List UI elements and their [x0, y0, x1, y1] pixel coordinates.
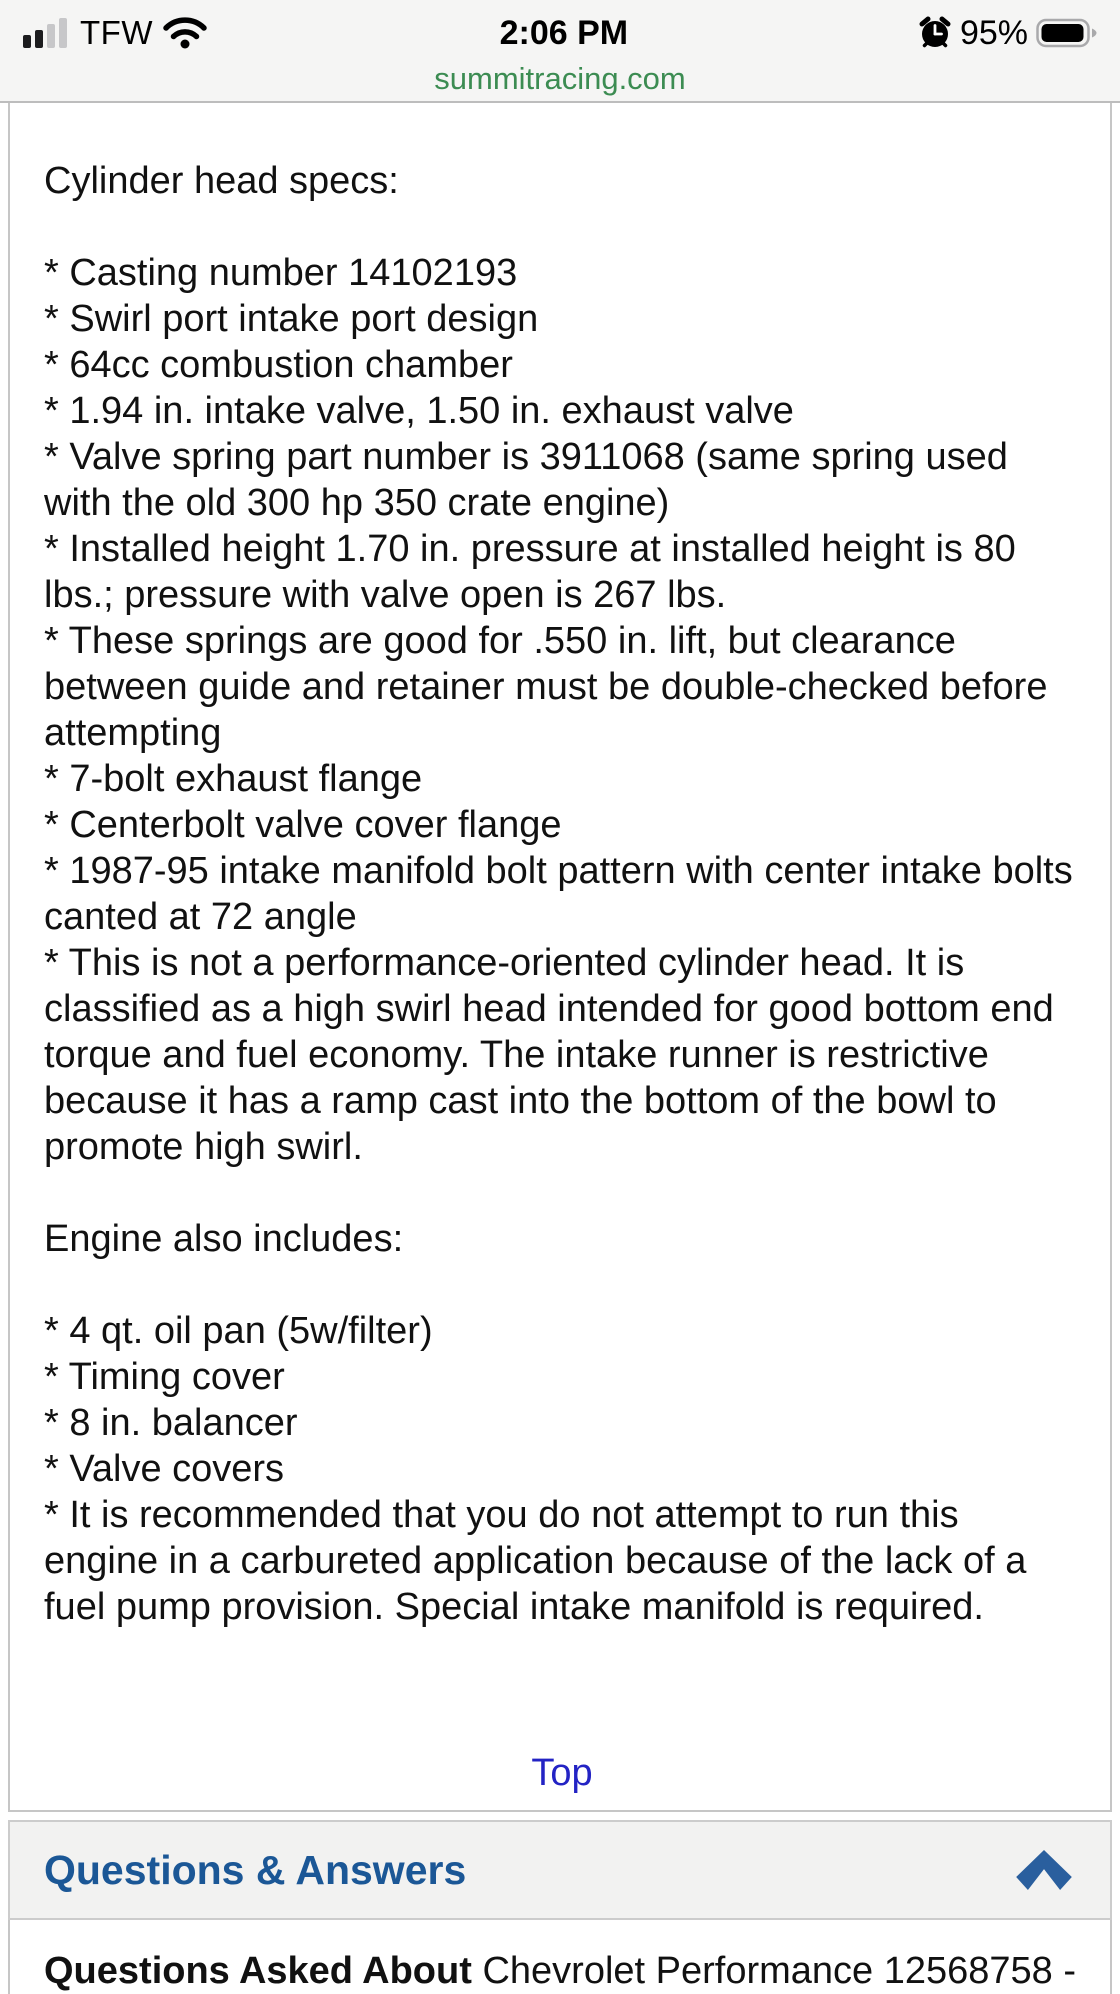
spec-list-item: * These springs are good for .550 in. lift, but clearance between guide and retainer must be double-checked before attempting: [44, 620, 1048, 754]
specs-heading: Cylinder head specs:: [44, 160, 399, 202]
spec-list-item: * Timing cover: [44, 1356, 285, 1398]
cell-signal-icon: [22, 17, 70, 49]
specs-list: [44, 250, 1080, 1170]
spec-list-item: * 64cc combustion chamber: [44, 344, 513, 386]
product-description-panel: [8, 103, 1112, 1812]
spec-list-item: * Valve covers: [44, 1448, 285, 1490]
spec-list-item: * This is not a performance-oriented cylinder head. It is classified as a high swirl head intended for good bottom end torque and fuel economy. The intake runner is restrictive because it has a ramp cast into the bottom of the bowl to promote high swirl.: [44, 942, 1054, 1168]
back-to-top-row: [44, 1750, 1080, 1796]
battery-icon: [1036, 18, 1098, 48]
battery-percent-label: 95%: [959, 13, 1028, 52]
spec-list-item: * Installed height 1.70 in. pressure at installed height is 80 lbs.; pressure with valve open is 267 lbs.: [44, 528, 1016, 616]
spec-list-item: * 4 qt. oil pan (5w/filter): [44, 1310, 433, 1352]
alarm-clock-icon: [918, 16, 952, 50]
browser-top-bar: [0, 0, 1120, 103]
questions-asked-product: Chevrolet Performance 12568758 -: [482, 1950, 1077, 1992]
chevron-up-icon[interactable]: [1016, 1850, 1072, 1890]
includes-list: [44, 1308, 1080, 1630]
spec-list-item: * Swirl port intake port design: [44, 298, 539, 340]
questions-asked-line: [44, 1948, 1080, 1994]
questions-answers-title: Questions & Answers: [44, 1846, 467, 1893]
spec-list-item: * 7-bolt exhaust flange: [44, 758, 423, 800]
spec-list-item: * 8 in. balancer: [44, 1402, 298, 1444]
carrier-label: TFW: [80, 14, 153, 51]
questions-answers-body: [8, 1920, 1112, 1994]
spec-list-item: * Centerbolt valve cover flange: [44, 804, 562, 846]
spec-list-item: * It is recommended that you do not attempt to run this engine in a carbureted application because of the lack of a fuel pump provision. Special intake manifold is required.: [44, 1494, 1027, 1628]
status-clock: 2:06 PM: [499, 13, 629, 52]
address-bar-url[interactable]: summitracing.com: [434, 60, 686, 96]
address-bar[interactable]: [0, 56, 1120, 101]
back-to-top-link[interactable]: Top: [531, 1752, 593, 1794]
questions-answers-header[interactable]: [8, 1820, 1112, 1920]
status-bar: [0, 0, 1120, 56]
spec-list-item: * Casting number 14102193: [44, 252, 518, 294]
wifi-icon: [163, 17, 207, 49]
includes-heading: Engine also includes:: [44, 1218, 404, 1260]
spec-list-item: * 1987-95 intake manifold bolt pattern with center intake bolts canted at 72 angle: [44, 850, 1073, 938]
questions-asked-label: Questions Asked About: [44, 1950, 472, 1992]
spec-list-item: * 1.94 in. intake valve, 1.50 in. exhaust valve: [44, 390, 794, 432]
spec-list-item: * Valve spring part number is 3911068 (same spring used with the old 300 hp 350 crate engine): [44, 436, 1008, 524]
